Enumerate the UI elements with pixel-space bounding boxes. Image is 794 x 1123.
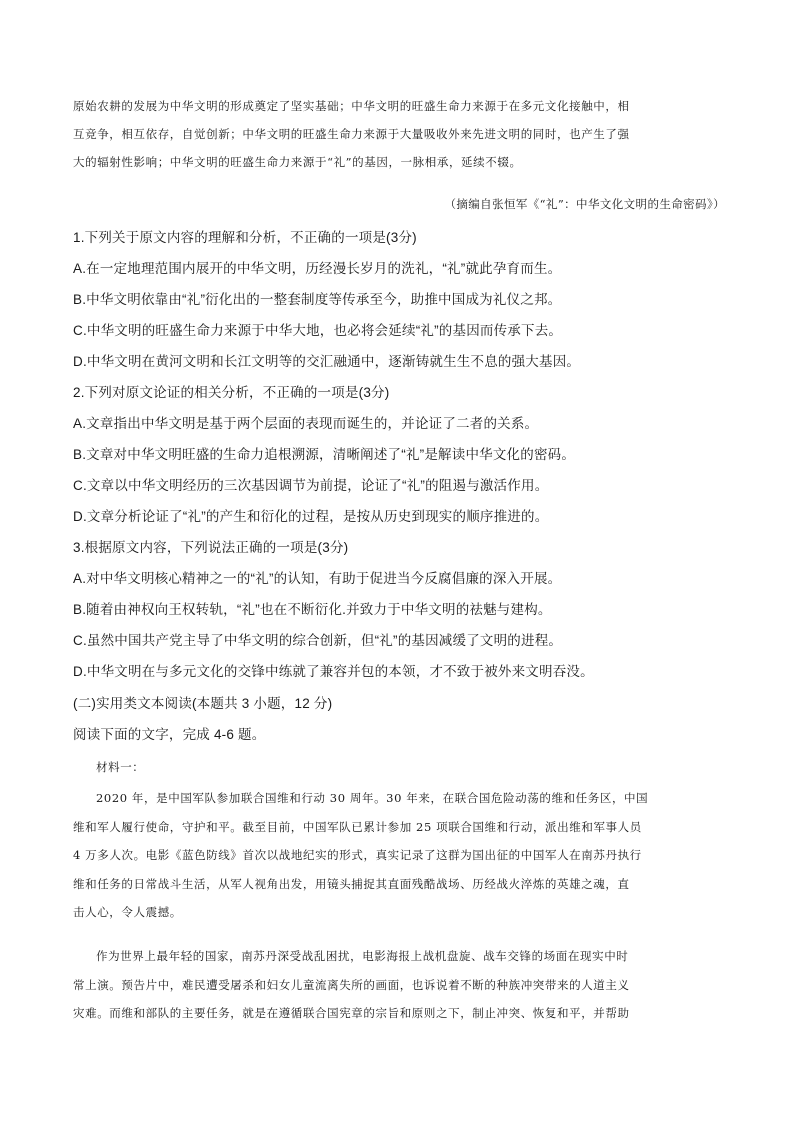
question-1-stem: 1.下列关于原文内容的理解和分析，不正确的一项是(3分) bbox=[73, 230, 417, 245]
material-paragraph-2 bbox=[73, 942, 723, 1028]
paragraph-line: 灾难。而维和部队的主要任务，就是在遵循联合国宪章的宗旨和原则之下，制止冲突、恢复和平，并帮助 bbox=[73, 1006, 630, 1020]
paragraph-line: 作为世界上最年轻的国家，南苏丹深受战乱困扰，电影海报上战机盘旋、战车交锋的场面在现实中时 bbox=[96, 949, 629, 963]
paragraph-line: 4 万多人次。电影《蓝色防线》首次以战地纪实的形式，真实记录了这群为国出征的中国军人在南苏丹执行 bbox=[73, 848, 642, 862]
question-1-option-b: B.中华文明依靠由“礼”衍化出的一整套制度等传承至今，助推中国成为礼仪之邦。 bbox=[73, 292, 562, 307]
question-2-stem: 2.下列对原文论证的相关分析，不正确的一项是(3分) bbox=[73, 385, 390, 400]
section-title: (二)实用类文本阅读(本题共 3 小题，12 分) bbox=[73, 696, 333, 711]
paragraph-line: 维和军人履行使命，守护和平。截至目前，中国军队已累计参加 25 项联合国维和行动，派出维和军事人员 bbox=[73, 819, 642, 834]
question-2-option-d: D.文章分析论证了“礼”的产生和衍化的过程，是按从历史到现实的顺序推进的。 bbox=[73, 509, 549, 524]
passage-source: （摘编自张恒军《“礼”：中华文化文明的生命密码》） bbox=[444, 197, 725, 211]
question-2-option-b: B.文章对中华文明旺盛的生命力追根溯源，清晰阐述了“礼”是解读中华文化的密码。 bbox=[73, 447, 576, 462]
paragraph-line: 维和任务的日常战斗生活，从军人视角出发，用镜头捕捉其直面残酷战场、历经战火淬炼的英雄之魂，直 bbox=[73, 876, 630, 891]
material-paragraph-1 bbox=[73, 784, 723, 927]
paragraph-line: 击人心，令人震撼。 bbox=[73, 905, 182, 919]
question-3-option-c: C.虽然中国共产党主导了中华文明的综合创新，但“礼”的基因减缓了文明的进程。 bbox=[73, 633, 563, 648]
material-label: 材料一： bbox=[96, 760, 145, 774]
passage-line: 互竞争，相互依存，自觉创新；中华文明的旺盛生命力来源于大量吸收外来先进文明的同时，也产生了强 bbox=[73, 127, 630, 141]
passage-line: 原始农耕的发展为中华文明的形成奠定了坚实基础；中华文明的旺盛生命力来源于在多元文化接触中，相 bbox=[73, 99, 630, 113]
question-1-option-d: D.中华文明在黄河文明和长江文明等的交汇融通中，逐渐铸就生生不息的强大基因。 bbox=[73, 354, 581, 369]
question-3-option-b: B.随着由神权向王权转轨，“礼”也在不断衍化.并致力于中华文明的祛魅与建构。 bbox=[73, 602, 552, 617]
question-2-option-a: A.文章指出中华文明是基于两个层面的表现而诞生的，并论证了二者的关系。 bbox=[73, 416, 539, 431]
passage-line: 大的辐射性影响；中华文明的旺盛生命力来源于“礼”的基因，一脉相承，延续不辍。 bbox=[73, 155, 522, 169]
paragraph-line: 2020 年，是中国军队参加联合国维和行动 30 周年。30 年来，在联合国危险动荡的维和任务区，中国 bbox=[96, 791, 649, 805]
question-2-option-c: C.文章以中华文明经历的三次基因调节为前提，论证了“礼”的阻遏与激活作用。 bbox=[73, 478, 549, 493]
question-3-option-d: D.中华文明在与多元文化的交锋中练就了兼容并包的本领，才不致于被外来文明吞没。 bbox=[73, 664, 594, 679]
question-1-option-a: A.在一定地理范围内展开的中华文明，历经漫长岁月的洗礼，“礼”就此孕育而生。 bbox=[73, 261, 562, 276]
question-3-option-a: A.对中华文明核心精神之一的“礼”的认知，有助于促进当今反腐倡廉的深入开展。 bbox=[73, 571, 562, 586]
passage-excerpt bbox=[73, 92, 723, 176]
question-3-stem: 3.根据原文内容，下列说法正确的一项是(3分) bbox=[73, 540, 349, 555]
question-1-option-c: C.中华文明的旺盛生命力来源于中华大地，也必将会延续“礼”的基因而传承下去。 bbox=[73, 323, 563, 338]
paragraph-line: 常上演。预告片中，难民遭受屠杀和妇女儿童流离失所的画面，也诉说着不断的种族冲突带来的人道主义 bbox=[73, 977, 630, 992]
section-instruction: 阅读下面的文字，完成 4-6 题。 bbox=[73, 727, 266, 742]
